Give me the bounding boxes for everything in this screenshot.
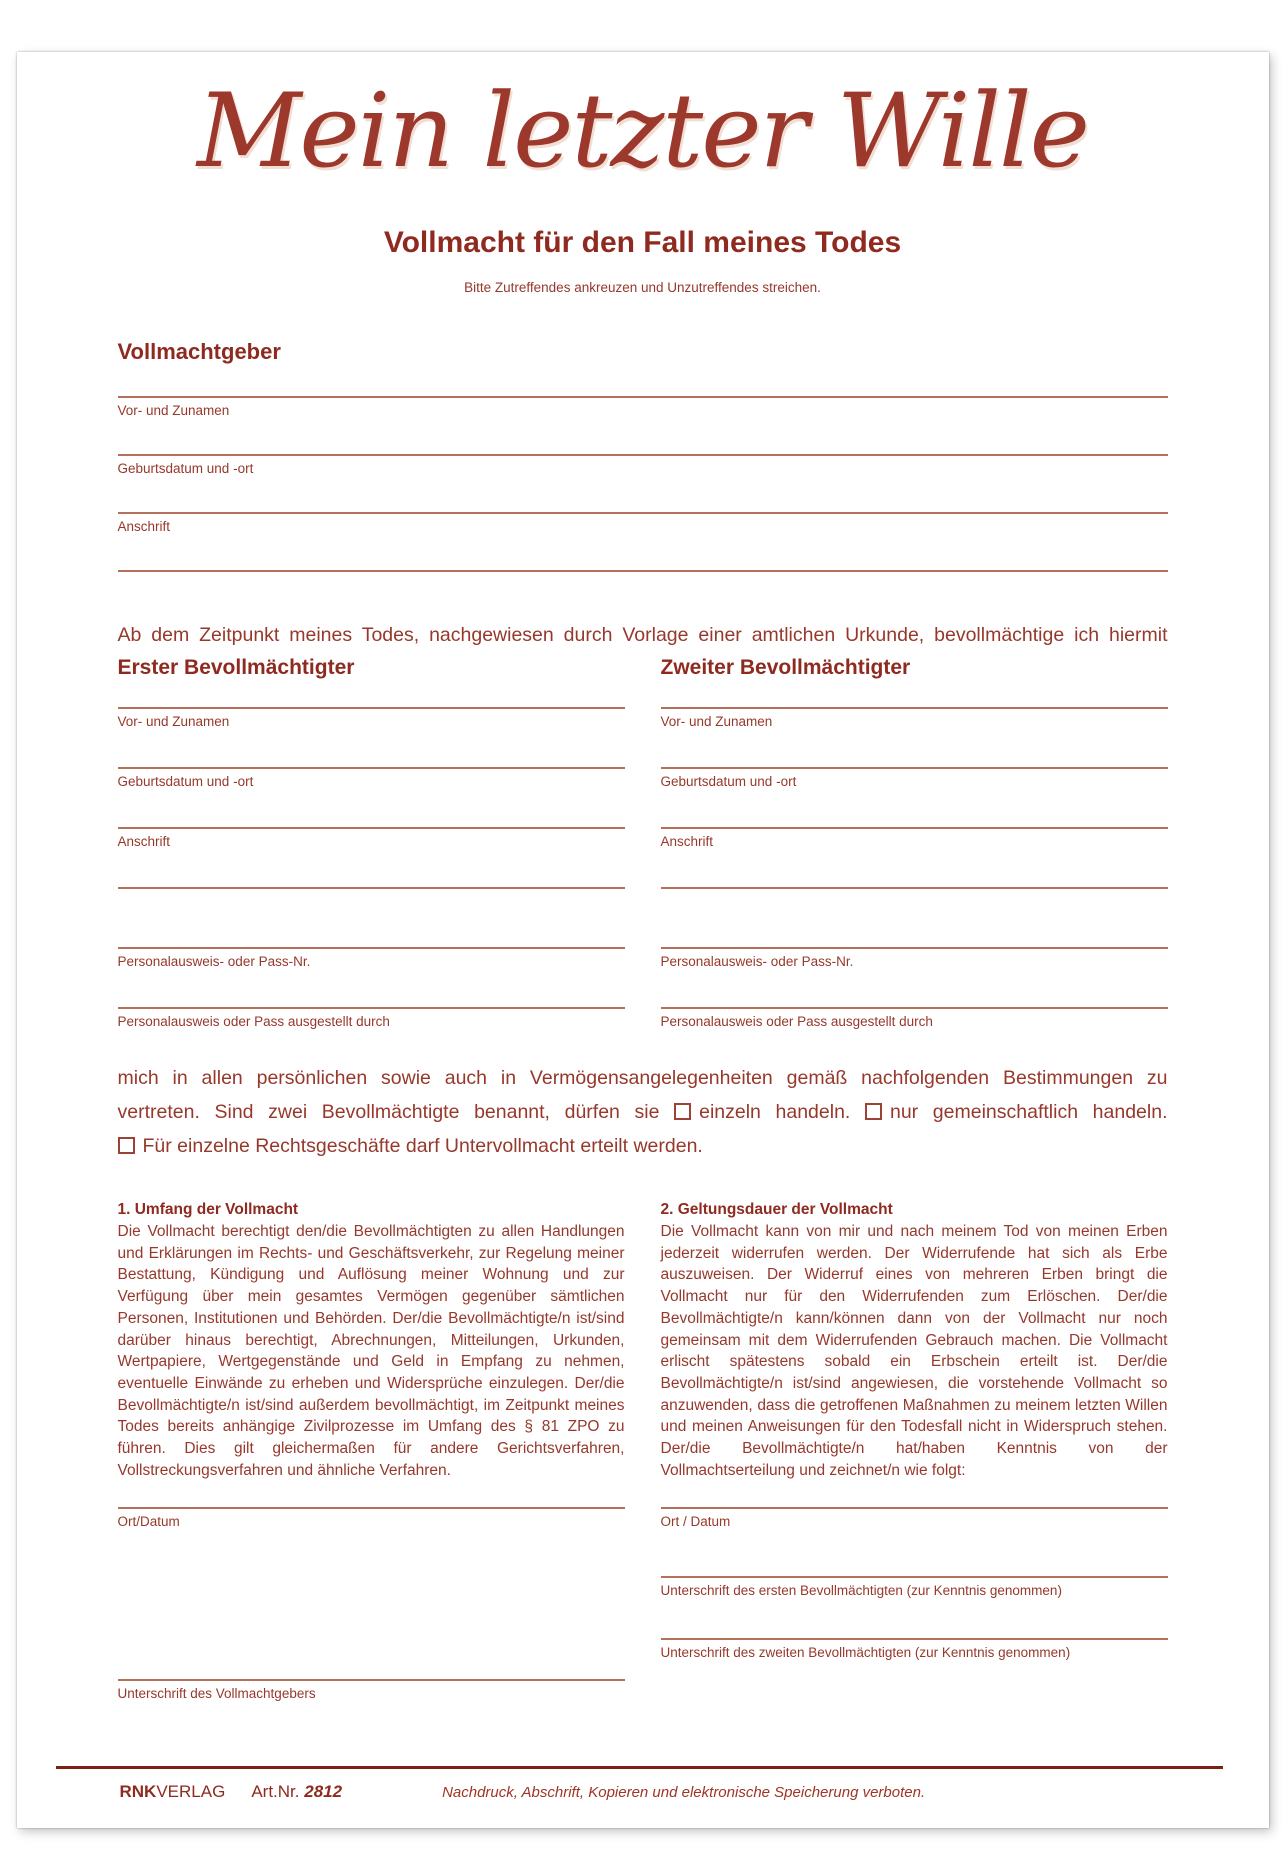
article-number: [251, 1782, 342, 1802]
field-label: Unterschrift des zweiten Bevollmächtigten (zur Kenntnis genommen): [660, 1645, 1071, 1661]
field-label: Geburtsdatum und -ort: [117, 774, 254, 789]
section-1-body: Die Vollmacht berechtigt den/die Bevollmächtigten zu allen Handlungen und Erklärungen im Rechts- und Geschäftsverkehr, zur Regelung meiner Bestattung, Kündigung und Auflösung meiner Wohnung und zur Verfügung über mein gesamtes Vermögen gegenüber sämtlichen Personen, Institutionen und Behörden. Der/die Bevollmächtigte/n ist/sind darüber hinaus berechtigt, Abrechnungen, Mitteilungen, Urkunden, Wertpapiere, Wertgegenstände und Geld in Empfang zu nehmen, eventuelle Einwände zu erheben und Widersprüche einzulegen. Der/die Bevollmächtigte/n ist/sind außerdem bevollmächtigt, im Zeitpunkt meines Todes bereits anhängige Zivilprozesse im Umfang des § 81 ZPO zu führen. Dies gilt gleichermaßen für andere Gerichtsverfahren, Vollstreckungsverfahren und ähnliche Verfahren.: [117, 1223, 625, 1479]
mandate-line-1: mich in allen persönlichen sowie auch in Vermögensangelegenheiten gemäß nachfolgenden Bestimmungen zu: [117, 1067, 1168, 1089]
attorney1-address-field-2[interactable]: [118, 887, 625, 910]
field-label: Ort / Datum: [660, 1514, 731, 1530]
field-label: Geburtsdatum und -ort: [660, 774, 797, 789]
form-subtitle: Vollmacht für den Fall meines Todes: [383, 226, 902, 259]
footer: [56, 1766, 1223, 1802]
section-umfang: [118, 1201, 625, 1481]
mandate-paragraph: [118, 1061, 1168, 1163]
attorney1-birth-field[interactable]: [118, 767, 625, 790]
attorney2-signature-field[interactable]: [661, 1638, 1168, 1661]
attorneys-place-date-field[interactable]: [661, 1507, 1168, 1530]
attorney2-birth-field[interactable]: [661, 767, 1168, 790]
footer-rule: [56, 1766, 1223, 1769]
brand-rnk: RNK: [119, 1782, 157, 1801]
field-label: Geburtsdatum und -ort: [117, 461, 254, 476]
grantor-heading: Vollmachtgeber: [117, 339, 281, 364]
attorney1-name-field[interactable]: [118, 707, 625, 730]
mandate-line-2-text: vertreten. Sind zwei Bevollmächtigte benannt, dürfen sie: [117, 1101, 660, 1123]
checkbox-untervollmacht[interactable]: [118, 1137, 135, 1154]
grantor-address-field[interactable]: [118, 512, 1168, 535]
field-label: Personalausweis oder Pass ausgestellt durch: [117, 1014, 390, 1029]
field-label: [661, 894, 1168, 910]
field-label: Personalausweis- oder Pass-Nr.: [117, 954, 311, 969]
publisher-brand: [120, 1782, 226, 1802]
second-attorney-heading: Zweiter Bevollmächtigter: [660, 656, 911, 679]
form-title: Mein letzter Wille: [196, 71, 1089, 191]
field-label: Personalausweis- oder Pass-Nr.: [660, 954, 854, 969]
checkbox-einzeln-handeln[interactable]: [674, 1103, 691, 1120]
title-area: [118, 52, 1168, 210]
attorney1-id-number-field[interactable]: [118, 947, 625, 970]
section-2-body: Die Vollmacht kann von mir und nach meinem Tod von meinen Erben jederzeit widerrufen werden. Der Widerrufende hat sich als Erbe auszuweisen. Der Widerruf eines von mehreren Erben bringt die Vollmacht nur für den Widerrufenden zum Erlöschen. Der/die Bevollmächtigte/n kann/können dann von der Vollmacht nur noch gemeinsam mit dem Widerrufenden Gebrauch machen. Die Vollmacht erlischt spätestens sobald ein Erbschein erteilt ist. Der/die Bevollmächtigte/n ist/sind angewiesen, die vorstehende Vollmacht so anzuwenden, dass die getroffenen Maßnahmen zu meinem letzten Willen und meinen Anweisungen für den Todesfall nicht in Widerspruch stehen. Der/die Bevollmächtigte/n hat/haben Kenntnis von der Vollmachtserteilung und zeichnet/n wie folgt:: [660, 1223, 1168, 1479]
article-number-label: Art.Nr.: [251, 1782, 300, 1801]
field-label: Unterschrift des Vollmachtgebers: [117, 1686, 316, 1702]
attorney2-address-field-2[interactable]: [661, 887, 1168, 910]
form-page: [17, 52, 1269, 1828]
option-untervollmacht-label: Für einzelne Rechtsgeschäfte darf Untervollmacht erteilt werden.: [142, 1135, 703, 1157]
field-label: Personalausweis oder Pass ausgestellt durch: [660, 1014, 933, 1029]
field-label: [118, 894, 625, 910]
signature-column-grantor: [118, 1507, 625, 1702]
checkbox-gemeinschaftlich-handeln[interactable]: [865, 1103, 882, 1120]
grantor-name-field[interactable]: [118, 396, 1168, 419]
attorney1-address-field[interactable]: [118, 827, 625, 850]
section-1-heading: 1. Umfang der Vollmacht: [117, 1201, 299, 1218]
field-label: Anschrift: [117, 834, 171, 849]
fill-instruction: Bitte Zutreffendes ankreuzen und Unzutreffendes streichen.: [464, 280, 821, 295]
attorney2-address-field[interactable]: [661, 827, 1168, 850]
field-label: Vor- und Zunamen: [117, 714, 230, 729]
attorney2-id-issuer-field[interactable]: [661, 1007, 1168, 1030]
grantor-address-field-2[interactable]: [118, 570, 1168, 593]
attorney2-name-field[interactable]: [661, 707, 1168, 730]
mandate-line-2: [118, 1095, 1168, 1129]
option-einzeln-label: einzeln handeln.: [699, 1101, 851, 1123]
field-label: Ort/Datum: [117, 1514, 180, 1530]
field-label: [118, 577, 1168, 593]
first-attorney-heading: Erster Bevollmächtigter: [117, 656, 355, 679]
copyright-notice: Nachdruck, Abschrift, Kopieren und elektronische Speicherung verboten.: [442, 1784, 926, 1801]
field-label: Unterschrift des ersten Bevollmächtigten (zur Kenntnis genommen): [660, 1583, 1062, 1599]
mandate-line-3: [118, 1129, 1168, 1163]
field-label: Vor- und Zunamen: [117, 403, 230, 418]
field-label: Vor- und Zunamen: [660, 714, 773, 729]
section-geltungsdauer: [661, 1201, 1168, 1481]
field-label: Anschrift: [117, 519, 171, 534]
option-gemeinschaftlich-label: nur gemeinschaftlich handeln.: [889, 1101, 1168, 1123]
attorney2-id-number-field[interactable]: [661, 947, 1168, 970]
brand-verlag: VERLAG: [156, 1782, 226, 1801]
intro-sentence: Ab dem Zeitpunkt meines Todes, nachgewiesen durch Vorlage einer amtlichen Urkunde, bevollmächtige ich hiermit: [117, 624, 1168, 646]
article-number-value: 2812: [304, 1782, 343, 1801]
attorney1-signature-field[interactable]: [661, 1576, 1168, 1599]
grantor-place-date-field[interactable]: [118, 1507, 625, 1530]
signature-spacer: [118, 1530, 625, 1640]
field-label: Anschrift: [660, 834, 714, 849]
grantor-signature-field[interactable]: [118, 1679, 625, 1702]
attorney1-id-issuer-field[interactable]: [118, 1007, 625, 1030]
section-2-heading: 2. Geltungsdauer der Vollmacht: [660, 1201, 893, 1218]
signature-column-attorneys: [661, 1507, 1168, 1702]
grantor-birth-field[interactable]: [118, 454, 1168, 477]
